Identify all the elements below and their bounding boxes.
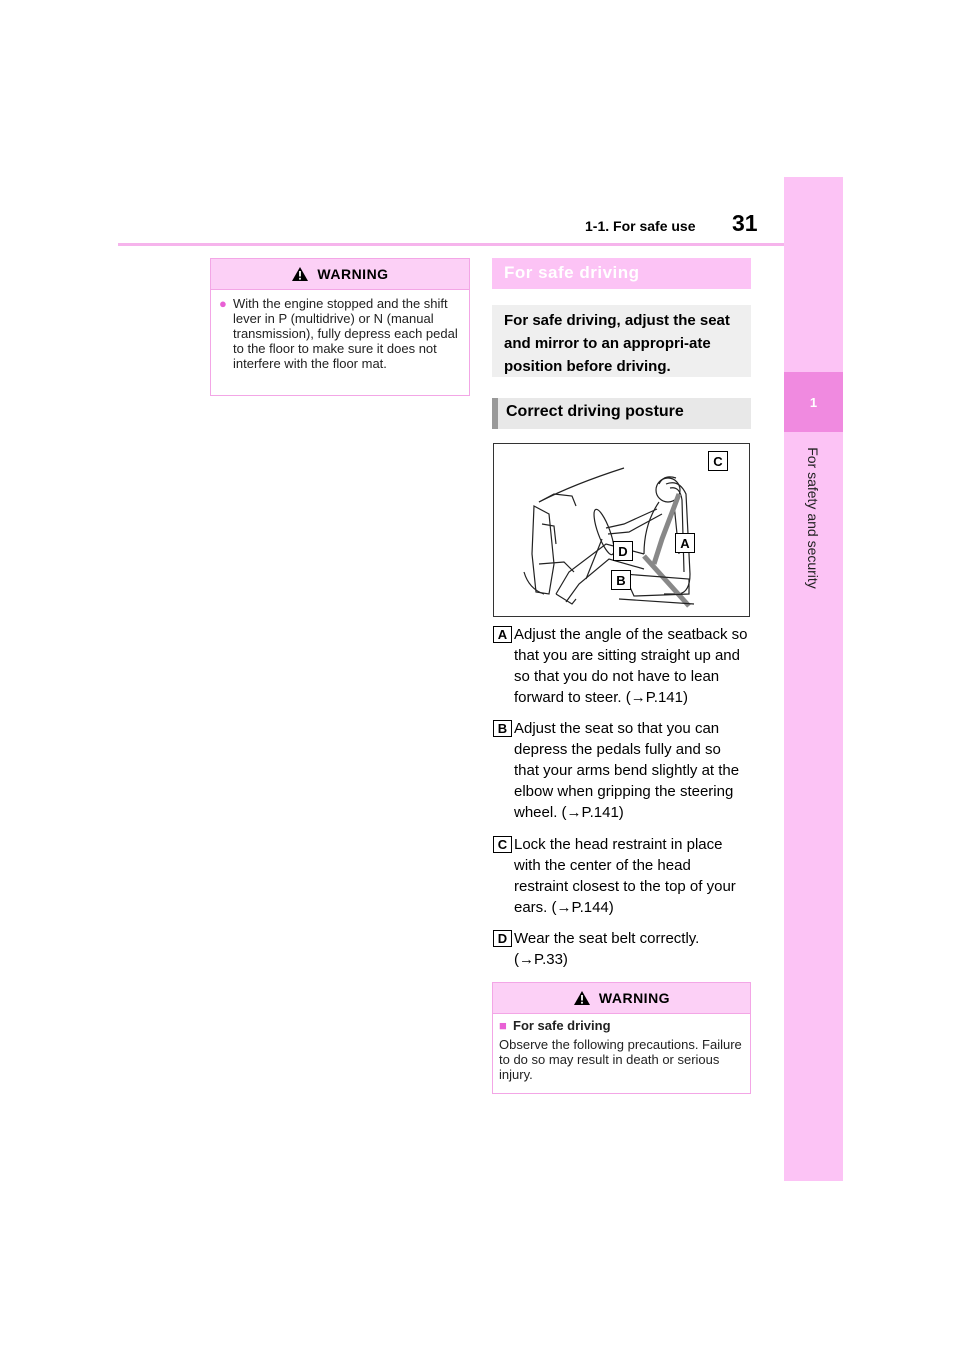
item-letter: C [493, 836, 512, 853]
item-text: Lock the head restraint in place with the center of the head restraint closest to the top of your ears. (→P.144) [514, 836, 736, 916]
warning-subheading [499, 1018, 742, 1033]
section-title: 1-1. For safe use [585, 218, 696, 234]
warning-triangle-icon [573, 990, 591, 1006]
warning-text: With the engine stopped and the shift lever in P (multidrive) or N (manual transmission), fully depress each pedal to the floor to make sure it does not interfere with the floor mat. [233, 296, 458, 371]
intro-box: For safe driving, adjust the seat and mirror to an appropri-ate position before driving. [492, 305, 751, 377]
item-text: Wear the seat belt correctly. (→P.33) [514, 930, 700, 968]
warning-box-right [492, 982, 751, 1094]
header-rule [118, 243, 784, 246]
square-bullet-icon: ■ [499, 1018, 507, 1033]
warning-text: Observe the following precautions. Failure to do so may result in death or serious injury. [499, 1037, 742, 1082]
item-letter: A [493, 626, 512, 643]
item-text: Adjust the angle of the seatback so that you are sitting straight up and so that you do not have to lean forward to steer. (→P.141) [514, 626, 748, 706]
list-item [493, 834, 753, 918]
warning-title: WARNING [317, 266, 389, 282]
warning-triangle-icon [291, 266, 309, 282]
page-number: 31 [732, 210, 758, 236]
warning-box-left [210, 258, 470, 396]
side-tab [784, 177, 843, 1181]
bullet-dot-icon: ● [219, 296, 227, 311]
figure-label-c: C [708, 451, 728, 471]
warning-title: WARNING [598, 990, 671, 1006]
figure-label-d: D [613, 541, 633, 561]
warning-header [493, 983, 750, 1014]
figure-label-a: A [675, 533, 695, 553]
item-text: Adjust the seat so that you can depress the pedals fully and so that your arms bend slightly at the elbow when gripping the steering wheel. (→P.141) [514, 720, 740, 821]
chapter-title: For safety and security [805, 447, 821, 589]
subsection-heading: Correct driving posture [492, 398, 751, 429]
section-heading: For safe driving [492, 258, 751, 289]
warning-subheading-text: For safe driving [513, 1018, 611, 1033]
item-letter: B [493, 720, 512, 737]
list-item [493, 718, 753, 823]
list-item [493, 928, 753, 970]
driving-posture-illustration [493, 443, 750, 617]
chapter-number-tab[interactable]: 1 [784, 372, 843, 432]
list-item [493, 624, 753, 708]
figure-label-b: B [611, 570, 631, 590]
warning-header [211, 259, 469, 290]
item-letter: D [493, 930, 512, 947]
warning-bullet [219, 296, 459, 371]
